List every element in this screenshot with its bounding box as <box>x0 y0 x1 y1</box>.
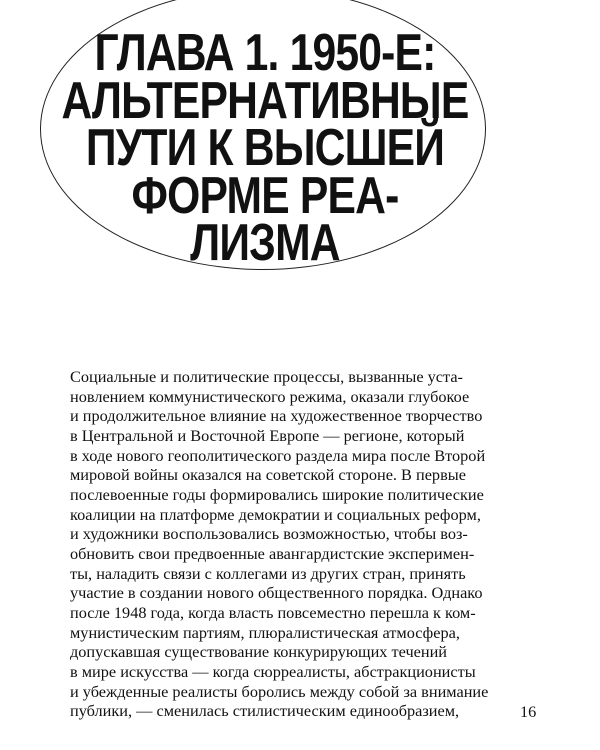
body-paragraph <box>70 367 488 721</box>
text-line: и убежденные реалисты боролись между собой за внимание <box>70 681 489 701</box>
chapter-title-line: ЛИЗМА <box>190 214 340 272</box>
text-line: послевоенные годы формировались широкие политические <box>70 484 484 504</box>
text-line: обновить свои предвоенные авангардистские эксперимен- <box>70 543 475 563</box>
text-line: в ходе нового геополитического раздела мира после Второй <box>70 445 486 465</box>
text-line: ты, наладить связи с коллегами из других стран, принять <box>70 563 466 583</box>
text-line: и продолжительное влияние на художественное творчество <box>70 406 483 426</box>
text-line: мунистическим партиям, плюралистическая атмосфера, <box>70 622 460 642</box>
text-line: и художники воспользовались возможностью, чтобы воз- <box>70 524 468 544</box>
chapter-title-line: ПУТИ К ВЫСШЕЙ <box>85 119 445 177</box>
text-line: участие в создании нового общественного порядка. Однако <box>70 583 483 603</box>
text-line: в Центральной и Восточной Европе — регионе, который <box>70 425 465 445</box>
page-number: 16 <box>520 702 537 721</box>
chapter-title-line: ФОРМЕ РЕА- <box>131 166 399 225</box>
text-line: коалиции на платформе демократии и социальных реформ, <box>70 504 481 524</box>
text-line: в мире искусства — когда сюрреалисты, абстракционисты <box>70 661 476 681</box>
text-line: после 1948 года, когда власть повсеместно перешла к ком- <box>70 602 476 622</box>
text-line: Социальные и политические процессы, вызванные уста- <box>70 367 463 386</box>
text-line: допускавшая существование конкурирующих течений <box>70 642 447 662</box>
text-line: новлением коммунистического режима, оказали глубокое <box>70 386 470 406</box>
chapter-title <box>0 24 530 272</box>
text-line: мировой войны оказался на советской стороне. В первые <box>70 465 466 485</box>
chapter-title-line: АЛЬТЕРНАТИВНЫЕ <box>61 71 469 130</box>
text-line: публики, — сменилась стилистическим единообразием, <box>70 701 460 721</box>
chapter-title-line: ГЛАВА 1. 1950-Е: <box>94 24 436 82</box>
